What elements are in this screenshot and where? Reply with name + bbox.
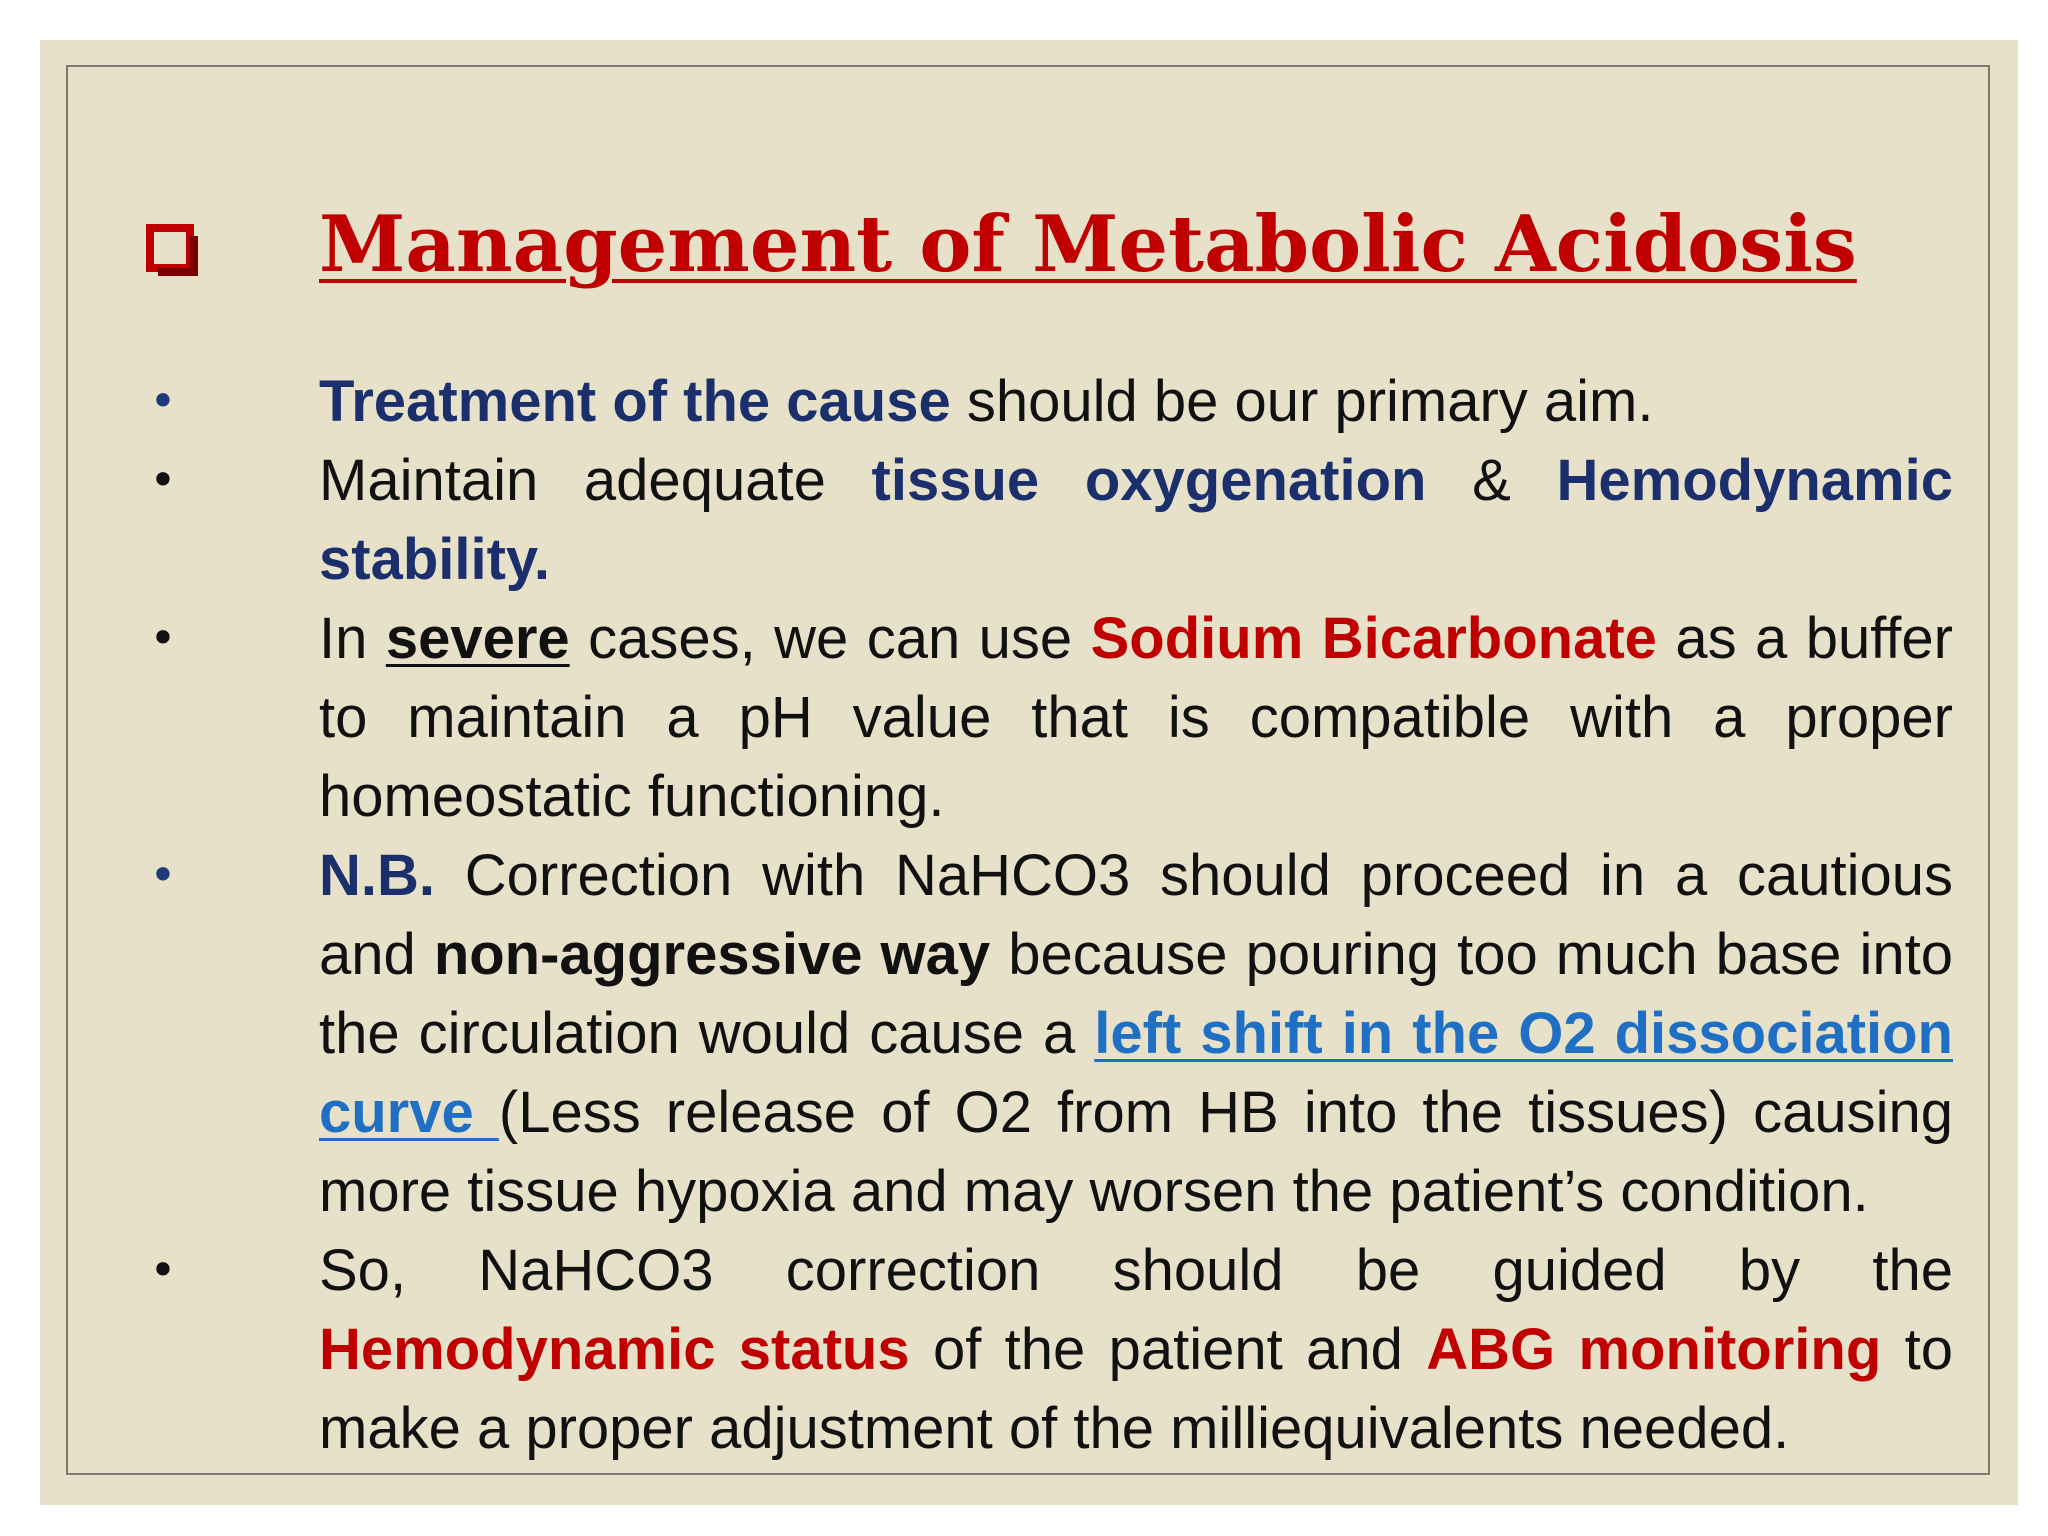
bullet-text: of the patient and xyxy=(909,1317,1427,1382)
bullet-text: Maintain adequate xyxy=(319,448,872,513)
bullet-item-guidance xyxy=(40,1231,1953,1468)
bullet-list xyxy=(40,362,2018,1468)
slide-title: Management of Metabolic Acidosis xyxy=(319,199,1857,290)
emphasis-text: Hemodynamic stability. xyxy=(319,448,1953,592)
bullet-text: In xyxy=(319,606,386,671)
bullet-item-oxygenation xyxy=(40,441,1953,599)
bullet-item-treatment xyxy=(40,362,1953,441)
bold-text: non-aggressive way xyxy=(433,922,991,987)
bullet-text: to make a proper adjustment of the milliequivalents needed. xyxy=(319,1317,1953,1461)
emphasis-text: ABG monitoring xyxy=(1426,1317,1882,1382)
slide xyxy=(40,40,2018,1505)
dissociation-curve-link[interactable]: left shift in the O2 dissociation curve xyxy=(319,1001,1953,1145)
bullet-text: Correction with NaHCO3 should proceed in a cautious and xyxy=(319,843,1953,987)
bullet-text: (Less release of O2 from HB into the tissues) causing more tissue hypoxia and may worsen the patient’s condition. xyxy=(319,1080,1954,1224)
bullet-item-bicarbonate xyxy=(40,599,1953,836)
bullet-text: as a buffer to maintain a pH value that is compatible with a proper homeostatic functioning. xyxy=(319,606,1953,829)
bullet-dot-icon: • xyxy=(149,611,177,665)
bullet-dot-icon: • xyxy=(149,453,177,507)
bullet-dot-icon: • xyxy=(149,848,177,902)
bullet-text: cases, we can use xyxy=(569,606,1091,671)
bullet-dot-icon: • xyxy=(149,1243,177,1297)
emphasis-text: Hemodynamic status xyxy=(319,1317,910,1382)
emphasis-text: tissue oxygenation xyxy=(871,448,1427,513)
bullet-dot-icon: • xyxy=(149,374,177,428)
underlined-text: severe xyxy=(385,606,570,671)
bullet-text: because pouring too much base into the circulation would cause a xyxy=(319,922,1953,1066)
bullet-text: & xyxy=(1426,448,1557,513)
bullet-item-nb xyxy=(40,836,1953,1231)
title-row xyxy=(146,190,1946,310)
checkbox-bullet-icon xyxy=(146,224,202,280)
emphasis-text: Treatment of the cause xyxy=(319,369,951,434)
bullet-text: should be our primary aim. xyxy=(950,369,1654,434)
emphasis-text: Sodium Bicarbonate xyxy=(1090,606,1657,671)
emphasis-text: N.B. xyxy=(319,843,435,908)
bullet-text: So, NaHCO3 correction should be guided by the xyxy=(319,1238,1953,1303)
